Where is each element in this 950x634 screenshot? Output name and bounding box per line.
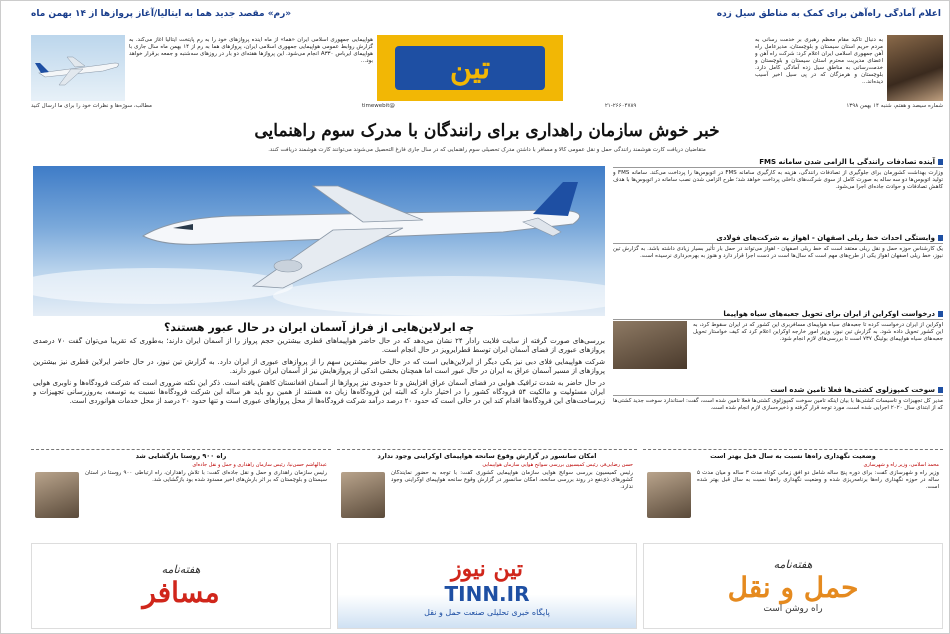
main-airliner-photo bbox=[33, 166, 605, 316]
airliner-icon bbox=[33, 166, 605, 316]
news-item-title[interactable]: سوخت کمپوزلوی کشتی‌ها فعلا تامین شده است bbox=[613, 385, 943, 396]
logo[interactable] bbox=[377, 35, 563, 101]
main-subhead: متقاضیان دریافت کارت هوشمند رانندگی حمل و نقل عمومی کالا و مسافر با داشتن مدرک تحصیلی سوم راهنمایی که در سال جاری فارغ التحصیل می‌شوند می‌توانند کارت هوشمند دریافت کنند. bbox=[268, 147, 706, 153]
bottom-news-row bbox=[31, 449, 943, 539]
main-headline[interactable]: خبر خوش سازمان راهداری برای رانندگان با مدرک سوم راهنمایی bbox=[254, 121, 720, 141]
ad-wordmark: حمل و نقل bbox=[727, 571, 859, 604]
masthead-left-story: هواپیمایی جمهوری اسلامی ایران «هما» از ماه آینده پروازهای خود را به رم پایتخت ایتالیا آغاز می‌کند. به گزارش روابط عمومی هواپیمایی جمهوری اسلامی ایران، پروازهای هما به رم از ۱۴ بهمن ماه سال جاری با هواپیمای ایرباس A۳۳۰ انجام می‌شود. این پروازها هفته‌ای دو بار در روزهای سه‌شنبه و جمعه برقرار خواهد بود... bbox=[129, 37, 373, 64]
official-photo bbox=[35, 472, 79, 518]
official-photo bbox=[887, 35, 943, 101]
bottom-news-card bbox=[643, 449, 943, 539]
ad-kicker: هفته‌نامه bbox=[161, 563, 201, 576]
card-text: وزیر راه و شهرسازی گفت: برای دوره پنج ساله شامل دو افق زمانی کوتاه مدت ۳ ساله و میان مدت ۵ ساله در حوزه نگهداری راه‌ها برنامه‌ریزی شده و وضعیت نگهداری راه‌ها نسبت به سال قبل بهتر شده است. bbox=[697, 470, 939, 490]
ad-banners bbox=[31, 543, 943, 629]
top-strip bbox=[31, 9, 941, 29]
bottom-news-card bbox=[337, 449, 637, 539]
card-text: رئیس سازمان راهداری و حمل و نقل جاده‌ای گفت: با تلاش راهداران، راه ارتباطی ۹۰۰ روستا در استان سیستان و بلوچستان که بر اثر بارش‌های اخیر مسدود شده بود بازگشایی شد. bbox=[85, 470, 327, 483]
card-title[interactable]: راه ۹۰۰ روستا بازگشایی شد bbox=[135, 452, 227, 460]
ad-wordmark: مسافر bbox=[142, 576, 220, 609]
story-paragraph: در حال حاضر به شدت ترافیک هوایی در فضای آسمان عراق افزایش و تا حدودی نیز پروازها از آسمان افغانستان کاهش یافته است. ذکر این نکته ضروری است که شرکت فرودگاه‌ها و ناوبری هوایی ایران مسئولیت و مالکیت ۵۴ فرودگاه کشور را در اختیار دارد که البته این فرودگاه‌ها زبان ده هستند از همین رو باید هر ساله این شرکت فرودگاه‌ها نسبت به توسعه، به‌روزرسانی تجهیزات و زیرساخت‌های این فرودگاه‌ها اقدام کند این در حالی است که حدود ۲۰ درصد درآمد شرکت فرودگاه‌ها از محل پروازهای عبوری است و تنها حدود ۲۰ درصد از محل خدمات هوانوردی است. bbox=[33, 379, 605, 405]
tinn-news-ad[interactable] bbox=[337, 543, 637, 629]
ad-tagline: پایگاه خبری تحلیلی صنعت حمل و نقل bbox=[424, 607, 550, 617]
airliner-photo bbox=[31, 35, 125, 101]
airliner-icon bbox=[31, 35, 125, 101]
news-item bbox=[613, 157, 943, 229]
logo-wordmark: تین bbox=[395, 46, 545, 90]
ad-tagline: راه روشن است bbox=[763, 604, 823, 614]
news-item-title[interactable]: وابستگی احداث خط ریلی اصفهان - اهواز به شرکت‌های فولادی bbox=[613, 233, 943, 244]
story-title[interactable]: چه ایرلاین‌هایی از فراز آسمان ایران در حال عبور هستند؟ bbox=[163, 321, 475, 334]
haml-va-naql-ad[interactable] bbox=[643, 543, 943, 629]
masthead-right-story: به دنبال تاکید مقام معظم رهبری بر خدمت رسانی به مردم حریم استان سیستان و بلوچستان، مدیرعامل راه آهن جمهوری اسلامی ایران اعلام کرد: شرکت راه آهن و اعضای مدیریت محترم استان سیستان و بلوچستان و خدمت‌رسانی به مناطق سیل زده آمادگی کامل دارد. بلوچستان و هرمزگان که در پی سیل اخیر آسیب دیده‌اند... bbox=[755, 37, 883, 85]
news-item-text: اوکراین از ایران درخواست کرده تا جعبه‌های سیاه هواپیمای مسافربری این کشور که در ایران سقوط کرد، به این کشور تحویل داده شود. به گزارش تین نیوز، وزیر امور خارجه اوکراین اعلام کرد که کیف خواستار تحویل جعبه‌های سیاه هواپیمای بوئینگ ۷۳۷ است تا بررسی‌های لازم انجام شود. bbox=[693, 322, 943, 343]
ad-url: TINN.IR bbox=[444, 581, 530, 606]
news-item-text: وزارت بهداشت کشورمان برای جلوگیری از تصادفات رانندگی، هزینه به کارگیری سامانه FMS در اتوبوس‌ها را پرداخت می‌کند. سامانه FMS و تولید اتوبوس‌ها دو سه ساله به صورت کامل از سوی شرکت‌های داخلی پرداخت خواهد شد؛ طرح الزامی شدن نصب سامانه در اتوبوس‌ها با هدف کاهش تصادفات و حوادث جاده‌ای اجرا می‌شود. bbox=[613, 170, 943, 191]
top-right-headline[interactable]: اعلام آمادگی راه‌آهن برای کمک به مناطق سیل زده bbox=[716, 9, 941, 19]
issue-number: شماره سیصد و هفتم، شنبه ۱۴ بهمن ۱۳۹۸ bbox=[846, 103, 943, 109]
news-item-title[interactable]: آینده تصادفات رانندگی با الزامی شدن سامانه FMS bbox=[613, 157, 943, 168]
news-item-text: مدیر کل تجهیزات و تاسیسات کشتی‌ها با بیان اینکه تامین سوخت کمپوزلوی کشتی‌ها فعلا تامین شده است، گفت: استاندارد سوخت جدید کشتی‌ها که از ابتدای سال ۲۰۲۰ اجرایی شده است، مورد توجه قرار گرفته و ذخیره‌سازی لازم انجام شده است. bbox=[613, 398, 943, 412]
news-item bbox=[613, 385, 943, 453]
twitter-handle[interactable]: @timewebit bbox=[361, 103, 395, 109]
story-paragraph: بررسی‌های صورت گرفته از سایت فلایت رادار ۲۴ نشان می‌دهد که در حال حاضر هواپیماهای قطری بیشترین حجم پرواز را از آسمان ایران دارند؛ به‌طوری که تقریباً می‌توان گفت ۷۰ درصدی پروازهای عبوری از فضای آسمان ایران توسط قطرایرویز در حال انجام است. bbox=[33, 337, 605, 354]
ad-kicker: هفته‌نامه bbox=[773, 558, 813, 571]
phone-number: ۲۱-۲۶۶۰۴۷۸۹ bbox=[604, 103, 637, 109]
card-title[interactable]: وضعیت نگهداری راه‌ها نسبت به سال قبل بهتر است bbox=[710, 452, 876, 460]
news-item-text: یک کارشناس حوزه حمل و نقل ریلی معتقد است که خط ریلی اصفهان - اهواز می‌تواند در حمل بار تأثیر بسیار زیادی داشته باشد. به گزارش تین نیوز، خط ریلی اصفهان اهواز یکی از طرح‌های مهم است که سال‌ها است در دست اجرا قرار دارد و هنوز به بهره‌برداری نرسیده است. bbox=[613, 246, 943, 260]
card-title[interactable]: امکان سانسور در گزارش وقوع سانحه هواپیمای اوکراینی وجود ندارد bbox=[377, 452, 597, 460]
story-body bbox=[33, 337, 605, 445]
news-item bbox=[613, 233, 943, 305]
story-paragraph: شرکت هواپیمایی فلای دبی نیز یکی دیگر از ایرلاین‌هایی است که در حال حاضر بیشترین سهم را از پروازهای عبوری از ایران دارد. به گزارش تین نیوز، در حال حاضر ایرلاین قطری نیز بیشترین پروازهای از مسیر آسمان عراق به ایران در حال عبور است اما همچنان بخشی اندکی از پروازهایش نیز از آسمان ایران عبور دارند. bbox=[33, 358, 605, 375]
news-item-title[interactable]: درخواست اوکراین از ایران برای تحویل جعبه‌های سیاه هواپیما bbox=[613, 309, 943, 320]
card-text: رئیس کمیسیون بررسی سوانح هوایی سازمان هواپیمایی کشوری گفت: با توجه به حضور نمایندگان کشورهای ذی‌نفع در روند بررسی سانحه، امکان سانسور در گزارش وقوع سانحه هواپیمای اوکراینی وجود ندارد. bbox=[391, 470, 633, 490]
bottom-news-card bbox=[31, 449, 331, 539]
issue-line bbox=[31, 103, 943, 113]
soldier-photo bbox=[613, 321, 687, 369]
top-left-headline[interactable]: «رم» مقصد جدید هما به ایتالیا/آغاز پروازها از ۱۴ بهمن ماه bbox=[31, 9, 292, 19]
news-item bbox=[613, 309, 943, 381]
submit-note: مطالب، سوژه‌ها و نظرات خود را برای ما ارسال کنید bbox=[31, 103, 152, 109]
official-photo bbox=[341, 472, 385, 518]
card-byline: حسن رضایی‌فر، رئیس کمیسیون بررسی سوانح هوایی سازمان هواپیمایی bbox=[482, 462, 633, 468]
minister-photo bbox=[647, 472, 691, 518]
masthead bbox=[31, 35, 943, 101]
mosafer-ad[interactable] bbox=[31, 543, 331, 629]
ad-wordmark: تین نیوز bbox=[451, 555, 523, 582]
card-byline: عبدالهاشم حسن‌نیا، رئیس سازمان راهداری و حمل و نقل جاده‌ای bbox=[192, 462, 327, 468]
right-news-column bbox=[613, 157, 943, 457]
card-byline: محمد اسلامی، وزیر راه و شهرسازی bbox=[863, 462, 939, 468]
